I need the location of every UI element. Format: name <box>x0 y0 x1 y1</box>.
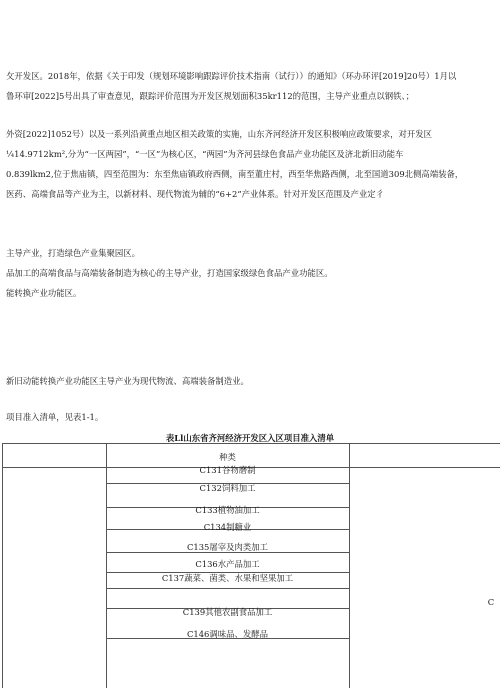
table-row: C134制糖业 <box>203 522 252 532</box>
table-rule <box>349 443 350 688</box>
paragraph-line: 主导产业，打造绿色产业集聚园区。 <box>6 248 140 258</box>
table-row: C131谷物磨制 <box>199 465 256 475</box>
table-row: C136水产品加工 <box>195 559 260 569</box>
paragraph-line: 能转换产业功能区。 <box>6 288 82 298</box>
paragraph-line: 0.839lkm2,位于焦庙镇，四至范围为：东至焦庙镇政府西侧，南至董庄村，西至华焦路西侧，北至国道309北侧高端装备， <box>6 169 464 179</box>
paragraph-line: 项目准入清单，见表1-1。 <box>6 412 104 422</box>
column-header-category: 种类 <box>219 452 236 462</box>
table-row: C146调味品、发酵品 <box>186 629 269 639</box>
paragraph-line: 新旧动能转换产业功能区主导产业为现代物流、高端装备制造业。 <box>6 376 249 386</box>
table-row: C132饲料加工 <box>199 483 256 493</box>
paragraph-line: 鲁环审[2022]5号出具了审查意见，跟踪评价范围为开发区规划面积35kr112的范围，主导产业重点以钢铁、； <box>6 91 415 101</box>
paragraph-line: ¼14.9712km²,分为“一区两园”，“一区”为核心区，“两园”为齐河县绿色食品产业功能区及济北新旧动能车 <box>6 149 404 159</box>
table-title: 表Ll山东省齐河经济开发区入区项目准入清单 <box>165 433 335 443</box>
table-rule <box>2 443 3 688</box>
paragraph-line: 医药、高端食品等产业为主，以新材料、现代物流为辅的“6+2”产业体系。针对开发区范围及产业定彳 <box>6 189 384 199</box>
table-rule <box>2 443 500 444</box>
edge-mark: C <box>487 597 495 607</box>
paragraph-line: 攵开发区。2018年，依据《关于印发（规划环境影响跟踪评价技术指南（试行））的通知》（环办环评[2019]20号）1月以 <box>6 71 457 81</box>
table-row: C139其他农副食品加工 <box>182 607 273 617</box>
table-row: C137蔬菜、菌类、水果和坚果加工 <box>161 573 294 583</box>
table-row: C133植物油加工 <box>195 505 260 515</box>
paragraph-line: 品加工的高端食品与高端装备制造为核心的主导产业，打造国家级绿色食品产业功能区。 <box>6 268 333 278</box>
table-rule <box>106 588 349 589</box>
table-row: C135屠宰及肉类加工 <box>186 542 269 552</box>
admission-table <box>2 443 500 688</box>
paragraph-line: 外资[2022]1052号）以及一系列沿黄重点地区相关政策的实施，山东齐河经济开发区积极响应政策要求，对开发区 <box>6 129 433 139</box>
